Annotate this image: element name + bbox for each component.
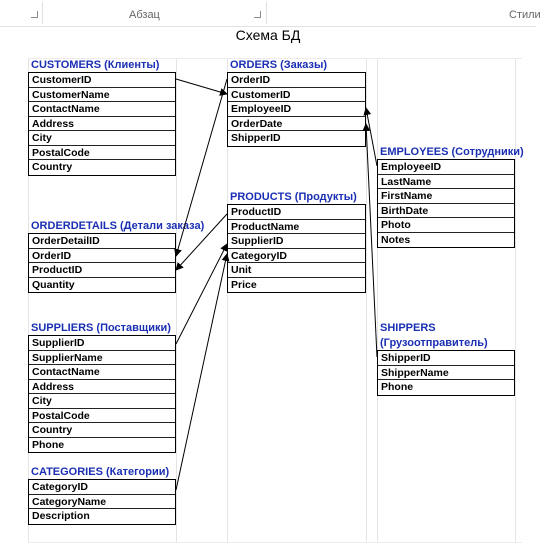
ribbon-group-styles: Стили	[509, 9, 541, 21]
products-title: PRODUCTS (Продукты)	[230, 191, 357, 203]
field-price: Price	[231, 278, 257, 291]
field-phone: Phone	[32, 438, 65, 451]
field-quantity: Quantity	[32, 278, 75, 291]
field-country: Country	[29, 423, 175, 438]
link-orders-orderdetails	[176, 79, 227, 256]
field-category-id: CategoryID	[228, 249, 365, 264]
field-shipper-name: ShipperName	[378, 366, 514, 381]
orderdetails-title: ORDERDETAILS (Детали заказа)	[31, 220, 205, 232]
categories-title: CATEGORIES (Категории)	[31, 466, 170, 478]
link-suppliers-products	[176, 244, 227, 344]
shippers-subtitle: (Грузоотправитель)	[380, 337, 488, 349]
field-postal-code: PostalCode	[29, 409, 175, 424]
field-address: Address	[29, 380, 175, 395]
field-postal-code: PostalCode	[29, 146, 175, 161]
field-shipper-id: ShipperID	[231, 132, 281, 144]
field-unit: Unit	[228, 263, 365, 278]
field-customer-id: CustomerID	[228, 88, 365, 103]
field-product-id: ProductID	[228, 205, 365, 220]
field-country: Country	[32, 161, 73, 173]
field-customer-name: CustomerName	[29, 88, 175, 103]
field-address: Address	[29, 117, 175, 132]
field-first-name: FirstName	[378, 189, 514, 204]
shippers-title: SHIPPERS	[380, 322, 436, 334]
ribbon-group-paragraph: Абзац	[129, 9, 160, 21]
field-city: City	[29, 394, 175, 409]
field-order-id: OrderID	[228, 73, 365, 88]
link-categories-products	[176, 254, 227, 490]
field-order-detail-id: OrderDetailID	[29, 234, 175, 249]
field-product-id: ProductID	[29, 263, 175, 278]
field-category-name: CategoryName	[29, 495, 175, 510]
field-phone: Phone	[381, 381, 414, 393]
link-products-orderdetails	[176, 214, 227, 270]
field-shipper-id: ShipperID	[378, 351, 514, 366]
field-supplier-id: SupplierID	[228, 234, 365, 249]
diagram-title: Схема БД	[235, 27, 301, 43]
field-notes: Notes	[381, 233, 411, 246]
employees-title: EMPLOYEES (Сотрудники)	[380, 146, 524, 158]
field-last-name: LastName	[378, 175, 514, 190]
field-product-name: ProductName	[228, 220, 365, 235]
field-supplier-id: SupplierID	[29, 336, 175, 351]
suppliers-title: SUPPLIERS (Поставщики)	[31, 322, 171, 334]
field-description: Description	[32, 510, 90, 522]
field-category-id: CategoryID	[29, 480, 175, 495]
orders-title: ORDERS (Заказы)	[230, 59, 328, 71]
field-photo: Photo	[378, 218, 514, 233]
field-contact-name: ContactName	[29, 102, 175, 117]
field-employee-id: EmployeeID	[378, 160, 514, 175]
field-order-id: OrderID	[29, 249, 175, 264]
field-employee-id: EmployeeID	[228, 102, 365, 117]
field-customer-id: CustomerID	[29, 73, 175, 88]
field-birth-date: BirthDate	[378, 204, 514, 219]
field-city: City	[29, 131, 175, 146]
link-customers-orders	[176, 79, 227, 94]
customers-title: CUSTOMERS (Клиенты)	[31, 59, 160, 71]
field-supplier-name: SupplierName	[29, 351, 175, 366]
field-contact-name: ContactName	[29, 365, 175, 380]
field-order-date: OrderDate	[228, 117, 365, 132]
